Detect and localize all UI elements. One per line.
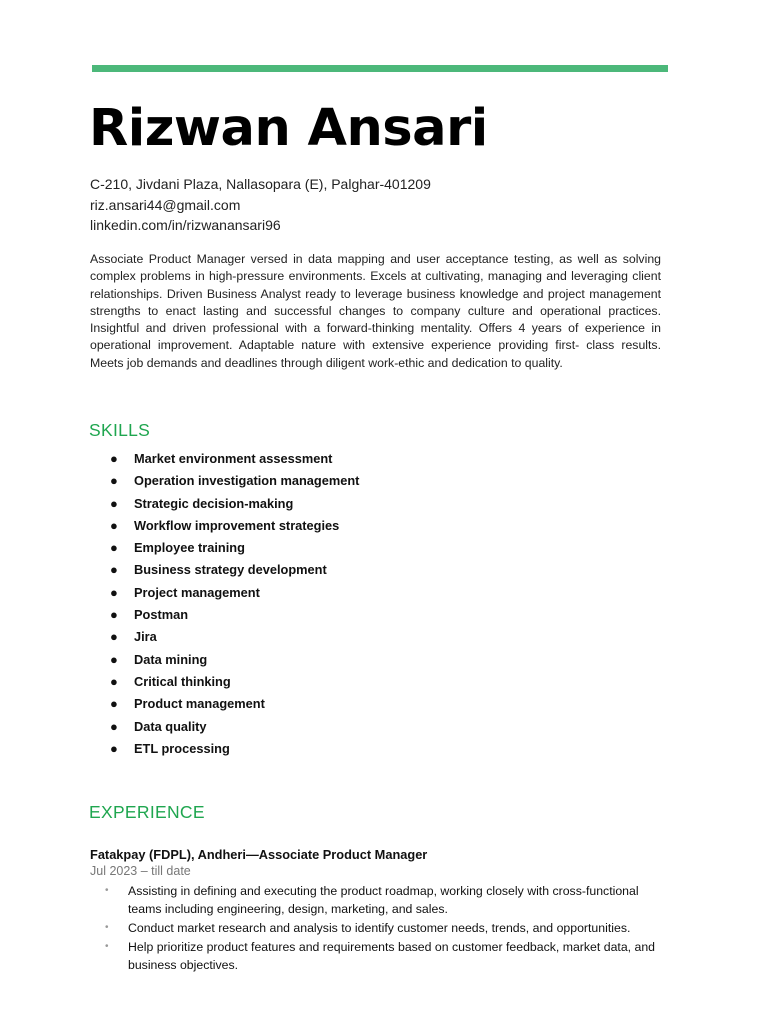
bullet-icon: ● [110,629,118,645]
bullet-icon: ● [110,673,118,689]
linkedin-url: linkedin.com/in/rizwanansari96 [90,217,281,233]
skill-label: Workflow improvement strategies [134,517,340,533]
skill-item [110,538,359,560]
skill-label: Strategic decision-making [134,495,294,511]
bullet-icon: ● [110,562,118,578]
bullet-icon: ● [110,718,118,734]
skill-item [110,627,359,649]
skill-item [110,516,359,538]
bullet-icon: ● [110,651,118,667]
skill-item [110,583,359,605]
skill-label: Product management [134,696,265,712]
job-heading: Fatakpay (FDPL), Andheri—Associate Product Manager [90,847,428,862]
skill-item [110,739,359,761]
bullet-icon: • [105,922,109,933]
duty-text: Help prioritize product features and requirements based on customer feedback, market data, and business objectives. [128,940,656,972]
bullet-icon: ● [110,540,118,556]
experience-heading: EXPERIENCE [89,802,205,822]
bullet-icon: ● [110,696,118,712]
duty-item [90,882,670,918]
skill-label: Critical thinking [134,673,231,689]
skill-label: Employee training [134,540,245,556]
skill-item [110,650,359,672]
job-dates: Jul 2023 – till date [90,864,191,878]
duty-item [90,938,670,974]
header-accent-rule [92,65,668,72]
contact-info [90,174,431,236]
skill-item [110,471,359,493]
professional-summary: Associate Product Manager versed in data mapping and user acceptance testing, as well as solving complex problems in high-pressure environments. Excels at cultivating, managing and leveraging client relationships. Driven Business Analyst ready to leverage business knowledge and project management strengths to enact lasting and successful changes to company culture and operational practices. Insightful and driven professional with a forward-thinking mentality. Offers 4 years of experience in operational improvement. Adaptable nature with extensive experience providing first- class results. Meets job demands and deadlines through diligent work-ethic and dedication to quality. [90,252,661,370]
skill-item [110,672,359,694]
bullet-icon: ● [110,495,118,511]
skill-item [110,494,359,516]
duty-item [90,919,670,937]
skill-label: Operation investigation management [134,473,360,489]
skill-item [110,560,359,582]
job-entry [90,846,670,975]
bullet-icon: ● [110,473,118,489]
bullet-icon: ● [110,740,118,756]
skill-label: Business strategy development [134,562,327,578]
skill-item [110,694,359,716]
skill-item [110,605,359,627]
skill-label: Project management [134,584,260,600]
skill-label: Postman [134,607,189,623]
skill-label: Market environment assessment [134,451,333,466]
bullet-icon: ● [110,607,118,623]
bullet-icon: ● [110,451,118,466]
skill-label: Jira [134,629,157,645]
job-duties [90,882,670,974]
skills-heading: SKILLS [89,420,151,440]
bullet-icon: • [105,885,109,896]
candidate-name: Rizwan Ansari [89,99,488,158]
duty-text: Conduct market research and analysis to identify customer needs, trends, and opportunities. [128,921,631,935]
skill-item [110,449,359,471]
skill-item [110,717,359,739]
email: riz.ansari44@gmail.com [90,196,241,213]
skills-list [110,449,359,761]
bullet-icon: ● [110,517,118,533]
bullet-icon: ● [110,584,118,600]
address: C-210, Jivdani Plaza, Nallasopara (E), Palghar-401209 [90,176,431,192]
skill-label: Data mining [134,651,208,667]
bullet-icon: • [105,941,109,952]
skill-label: Data quality [134,718,207,734]
duty-text: Assisting in defining and executing the product roadmap, working closely with cross-functional teams including engineering, design, marketing, and sales. [128,884,639,916]
skill-label: ETL processing [134,740,230,756]
